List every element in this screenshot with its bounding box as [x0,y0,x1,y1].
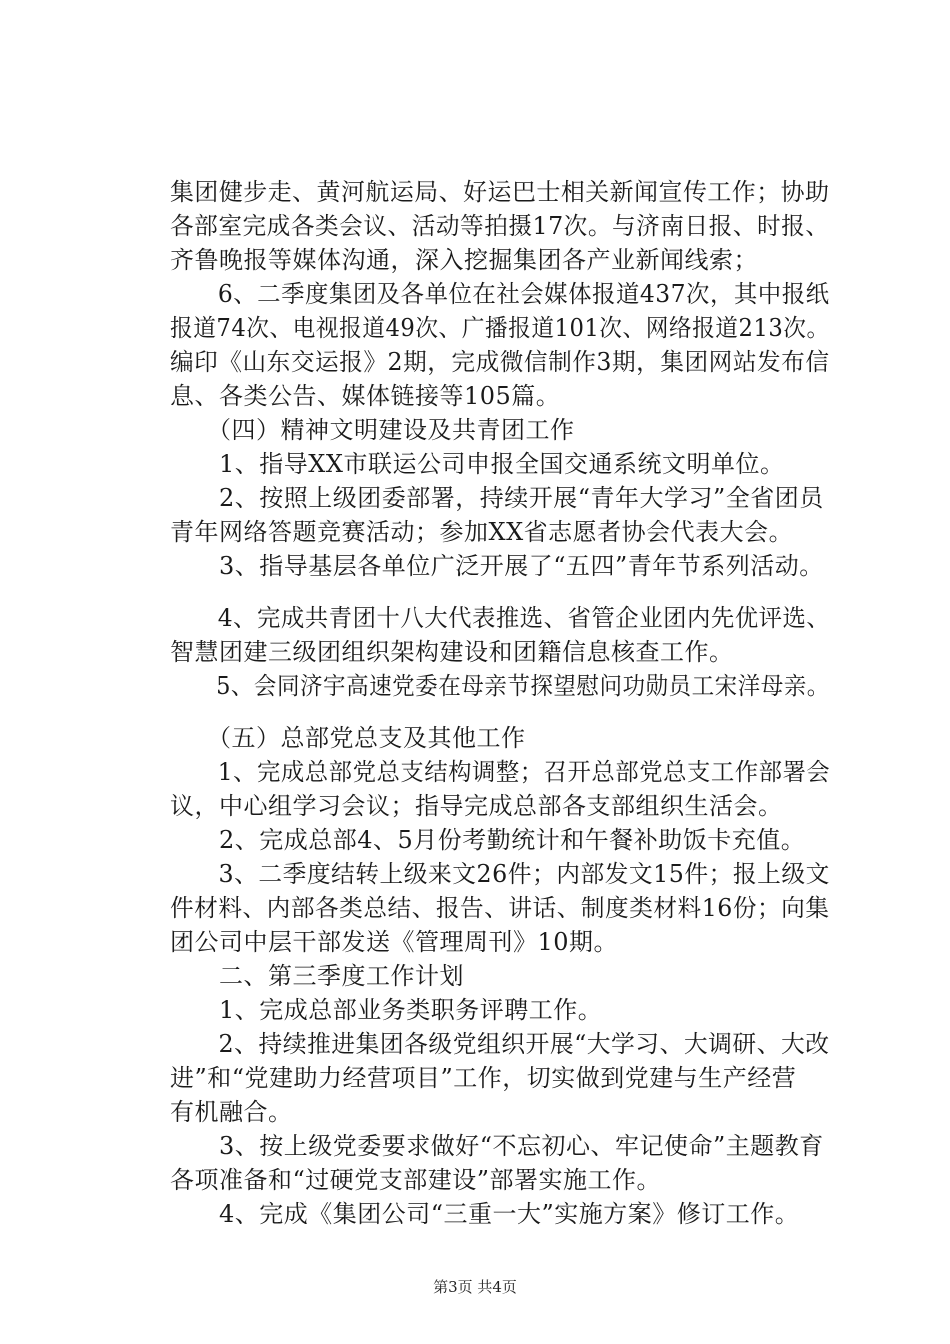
paragraph-line: 智慧团建三级团组织架构建设和团籍信息核查工作。 [170,638,734,666]
paragraph-line: 各部室完成各类会议、活动等拍摄17次。与济南日报、时报、 [170,212,830,240]
section-heading: （四）精神文明建设及共青团工作 [170,416,575,444]
paragraph-line: 议，中心组学习会议；指导完成总部各支部组织生活会。 [170,792,783,820]
section-heading: 二、第三季度工作计划 [170,962,464,990]
paragraph-line: 息、各类公告、媒体链接等105篇。 [170,382,561,410]
page-number-footer: 第3页 共4页 [433,1278,517,1296]
paragraph-line: 4、完成共青团十八大代表推选、省管企业团内先优评选、 [170,604,831,632]
paragraph-line: 件材料、内部各类总结、报告、讲话、制度类材料16份；向集 [170,894,830,922]
paragraph-line: 1、完成总部业务类职务评聘工作。 [170,996,603,1024]
paragraph-line: 1、指导XX市联运公司申报全国交通系统文明单位。 [170,450,785,478]
paragraph-line: 编印《山东交运报》2期，完成微信制作3期，集团网站发布信 [170,348,830,376]
paragraph-line: 3、指导基层各单位广泛开展了“五四”青年节系列活动。 [170,552,824,580]
paragraph-line: 5、会同济宇高速党委在母亲节探望慰问功勋员工宋洋母亲。 [170,672,830,700]
paragraph-line: 3、二季度结转上级来文26件；内部发文15件；报上级文 [170,860,830,888]
paragraph-line: 齐鲁晚报等媒体沟通，深入挖掘集团各产业新闻线索； [170,246,758,274]
paragraph-line: 报道74次、电视报道49次、广播报道101次、网络报道213次。 [170,314,830,342]
section-heading: （五）总部党总支及其他工作 [170,724,526,752]
paragraph-line: 4、完成《集团公司“三重一大”实施方案》修订工作。 [170,1200,800,1228]
paragraph-line: 团公司中层干部发送《管理周刊》10期。 [170,928,619,956]
paragraph-line: 各项准备和“过硬党支部建设”部署实施工作。 [170,1166,662,1194]
paragraph-line: 1、完成总部党总支结构调整；召开总部党总支工作部署会 [170,758,831,786]
paragraph-line: 进”和“党建助力经营项目”工作，切实做到党建与生产经营 [170,1064,797,1092]
paragraph-line: 2、完成总部4、5月份考勤统计和午餐补助饭卡充值。 [170,826,806,854]
paragraph-line: 2、持续推进集团各级党组织开展“大学习、大调研、大改 [170,1030,830,1058]
paragraph-line: 青年网络答题竞赛活动；参加XX省志愿者协会代表大会。 [170,518,794,546]
paragraph-line: 6、二季度集团及各单位在社会媒体报道437次，其中报纸 [170,280,830,308]
paragraph-line: 集团健步走、黄河航运局、好运巴士相关新闻宣传工作；协助 [170,178,830,206]
paragraph-line: 有机融合。 [170,1098,293,1126]
paragraph-line: 3、按上级党委要求做好“不忘初心、牢记使命”主题教育 [170,1132,824,1160]
paragraph-line: 2、按照上级团委部署，持续开展“青年大学习”全省团员 [170,484,824,512]
